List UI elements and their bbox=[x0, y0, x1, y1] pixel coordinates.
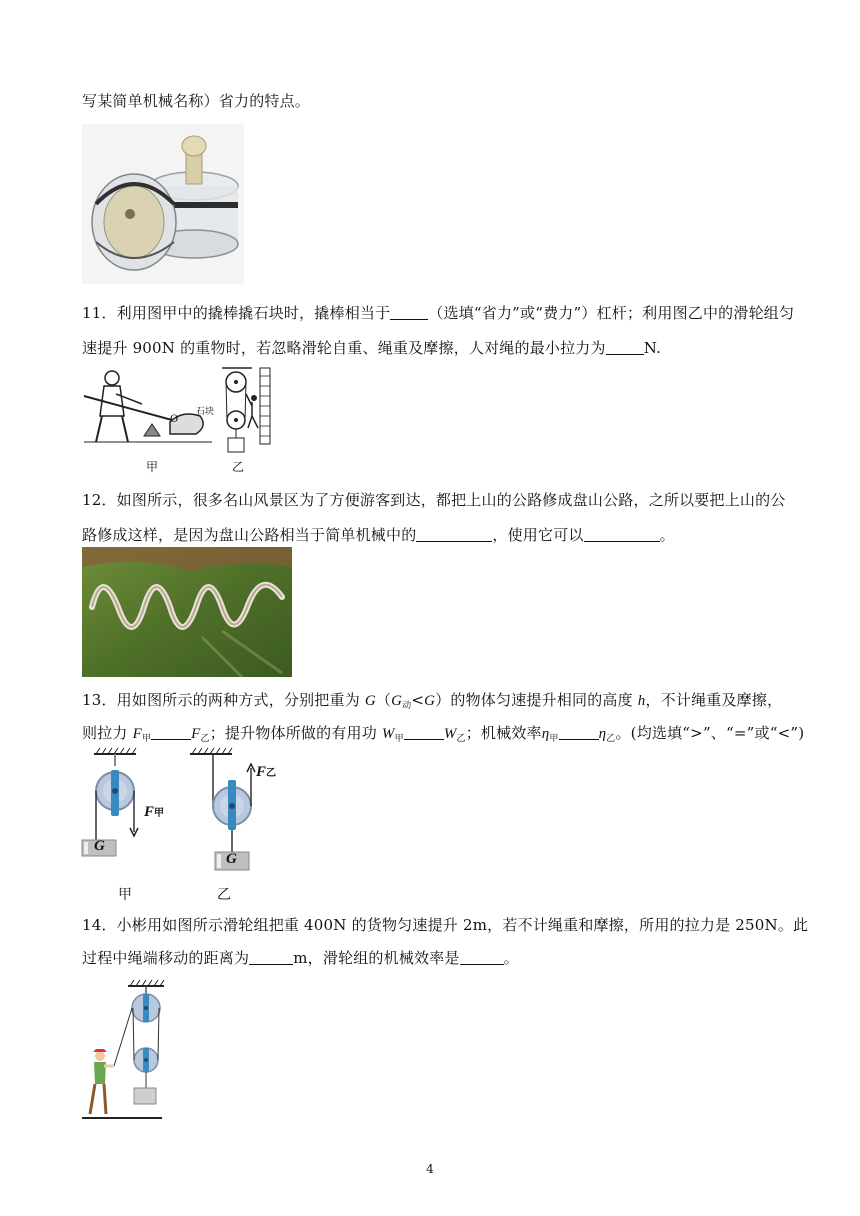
q13-line-2 bbox=[82, 722, 804, 744]
q13-var-eta-jia: η bbox=[541, 726, 550, 742]
winding-road-photo bbox=[82, 547, 292, 677]
q12-text-c: 。 bbox=[659, 526, 675, 544]
q13-sub-yi-1: 乙 bbox=[200, 734, 210, 744]
q13-var-G2: G bbox=[424, 693, 436, 709]
q13-var-F-yi: F bbox=[191, 726, 201, 742]
q12-blank-2 bbox=[584, 527, 660, 542]
q13-text-d: ）的物体匀速提升相同的高度 bbox=[435, 691, 638, 709]
page-number: 4 bbox=[426, 1162, 434, 1176]
q13-var-G: G bbox=[364, 693, 376, 709]
q13-G-yi-label: G bbox=[226, 851, 237, 867]
q11-line-1 bbox=[82, 302, 794, 323]
q11-text-b: （选填“省力”或“费力”）杠杆；利用图乙中的滑轮组匀 bbox=[428, 304, 795, 322]
q11-blank-1 bbox=[390, 305, 428, 320]
q13-text-lt: < bbox=[411, 691, 425, 709]
q14-text-c: 。 bbox=[503, 949, 519, 967]
q13-sub-jia-2: 甲 bbox=[394, 734, 404, 744]
q13-sub-yi-2: 乙 bbox=[456, 734, 466, 744]
q13-sub-jia-3: 甲 bbox=[549, 734, 559, 744]
q13-pulley-figure bbox=[80, 744, 300, 904]
q11-blank-2 bbox=[606, 340, 644, 355]
q13-text-f: 则拉力 bbox=[82, 724, 133, 742]
q13-text-b: （ bbox=[375, 691, 392, 709]
q12-blank-1 bbox=[416, 527, 492, 542]
q14-blank-1 bbox=[249, 950, 293, 965]
q11-text-d: N. bbox=[643, 339, 662, 357]
q12-text-b: ，使用它可以 bbox=[492, 526, 584, 544]
q13-sub-yi-3: 乙 bbox=[606, 734, 616, 744]
q12-line-2 bbox=[82, 524, 675, 545]
q13-F-jia-label: F甲 bbox=[144, 804, 165, 820]
q13-text-h: ；机械效率 bbox=[465, 724, 542, 742]
q13-blank-2 bbox=[404, 725, 444, 740]
q11-line-2 bbox=[82, 337, 661, 358]
q13-caption-jia: 甲 bbox=[118, 887, 132, 903]
q13-text-a: 13．用如图所示的两种方式，分别把重为 bbox=[82, 691, 365, 709]
q13-text-g: ；提升物体所做的有用功 bbox=[209, 724, 382, 742]
intro-tail-text: 写某简单机械名称）省力的特点。 bbox=[82, 92, 311, 110]
q11-text-a: 11．利用图甲中的撬棒撬石块时，撬棒相当于 bbox=[82, 304, 391, 322]
q13-var-h: h bbox=[637, 693, 646, 709]
q13-sub-jia-1: 甲 bbox=[141, 734, 152, 744]
q13-var-W-jia: W bbox=[381, 726, 395, 742]
q13-var-F-jia: F bbox=[132, 726, 142, 742]
q13-blank-3 bbox=[559, 725, 599, 740]
q13-var-G-dong: G bbox=[391, 693, 403, 709]
q13-F-yi-label: F乙 bbox=[256, 764, 277, 780]
q13-text-e: ，不计绳重及摩擦， bbox=[645, 691, 783, 709]
q13-var-W-yi: W bbox=[443, 726, 457, 742]
q14-line-1: 14．小彬用如图所示滑轮组把重 400N 的货物匀速提升 2m，若不计绳重和摩擦，所用的拉力是 250N。此 bbox=[82, 916, 809, 934]
q12-text-a: 路修成这样，是因为盘山公路相当于简单机械中的 bbox=[82, 526, 417, 544]
q11-caption-jia: 甲 bbox=[146, 460, 159, 474]
q11-text-c: 速提升 900N 的重物时，若忽略滑轮自重、绳重及摩擦，人对绳的最小拉力为 bbox=[82, 339, 606, 357]
q11-figure bbox=[82, 364, 282, 474]
q13-var-eta-yi: η bbox=[598, 726, 607, 742]
q13-blank-1 bbox=[151, 725, 191, 740]
q13-text-i: 。(均选填“>”、“=”或“<”) bbox=[615, 724, 805, 742]
q11-fulcrum-label: O bbox=[170, 414, 179, 425]
q14-pulley-figure bbox=[80, 980, 170, 1122]
q14-line-2 bbox=[82, 947, 519, 968]
suction-cup-photo bbox=[82, 124, 244, 284]
q13-line-1 bbox=[82, 689, 782, 711]
q14-blank-2 bbox=[460, 950, 504, 965]
q14-text-a: 过程中绳端移动的距离为 bbox=[82, 949, 250, 967]
q11-stone-label: 石块 bbox=[196, 407, 215, 417]
q13-caption-yi: 乙 bbox=[217, 887, 231, 903]
q12-line-1: 12．如图所示，很多名山风景区为了方便游客到达，都把上山的公路修成盘山公路，之所以要把上山的公 bbox=[82, 491, 786, 509]
q11-caption-yi: 乙 bbox=[232, 460, 245, 474]
q13-sub-dong: 动 bbox=[402, 701, 412, 711]
q14-text-b: m，滑轮组的机械效率是 bbox=[293, 949, 460, 967]
q13-G-jia-label: G bbox=[94, 838, 105, 854]
